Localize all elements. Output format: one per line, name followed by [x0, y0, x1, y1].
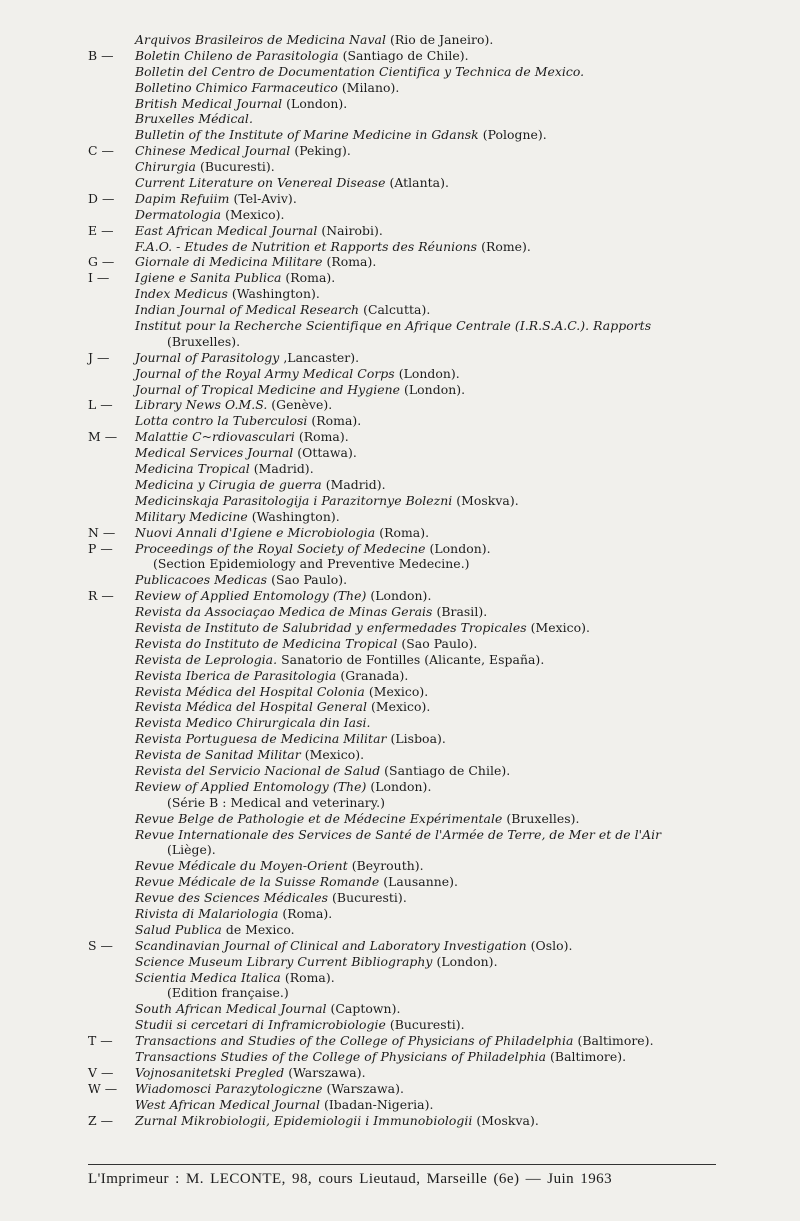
entry-body — [135, 143, 351, 159]
journal-entry — [88, 175, 770, 191]
journal-entry — [88, 842, 770, 858]
journal-entry — [88, 302, 770, 318]
entry-body — [135, 127, 547, 143]
entry-body — [135, 445, 357, 461]
journal-title: Revue Internationale des Services de Santé de l'Armée de Terre, de Mer et de l'Air — [135, 826, 662, 842]
journal-entry — [88, 1033, 770, 1049]
entry-body — [135, 191, 297, 207]
journal-place: (Oslo). — [526, 937, 573, 953]
journal-place: (Madrid). — [321, 476, 386, 492]
journal-place: (Rio de Janeiro). — [385, 32, 494, 47]
journal-title: Revue Médicale du Moyen-Orient — [135, 858, 348, 874]
journal-title: Revue des Sciences Médicales — [135, 890, 329, 906]
journal-entry — [88, 652, 770, 668]
index-letter: Z — — [88, 1112, 114, 1128]
entry-body — [135, 302, 430, 318]
journal-entry — [88, 763, 770, 779]
entry-body — [135, 509, 340, 525]
journal-place: (Roma). — [322, 254, 377, 270]
journal-title: Bulletin of the Institute of Marine Medicine in Gdansk — [135, 127, 479, 143]
journal-title: Igiene e Sanita Publica — [135, 270, 282, 286]
journal-entry — [88, 731, 770, 747]
journal-entry — [88, 1097, 770, 1113]
journal-entry — [88, 96, 770, 112]
entry-body — [135, 223, 383, 239]
journal-entry — [88, 350, 770, 366]
journal-place: (London). — [394, 365, 460, 381]
entry-body — [135, 604, 487, 620]
entry-body — [135, 652, 544, 668]
journal-entry — [88, 254, 770, 270]
journal-place: (Ottawa). — [293, 445, 357, 461]
journal-list — [88, 32, 770, 1128]
entry-body — [135, 938, 573, 954]
journal-entry — [88, 64, 770, 80]
journal-place: (London). — [425, 540, 491, 556]
journal-title: British Medical Journal — [135, 95, 283, 111]
journal-title: Revista da Associaçao Medica de Minas Gerais — [135, 604, 433, 620]
journal-place: (Sao Paulo). — [267, 572, 348, 588]
journal-place: (Genève). — [267, 397, 333, 413]
journal-title: Review of Applied Entomology (The) — [135, 778, 367, 794]
index-letter: R — — [88, 588, 114, 604]
journal-title: Rivista di Malariologia — [135, 905, 279, 921]
index-letter: V — — [88, 1064, 114, 1080]
journal-title: Bruxelles Médical. — [135, 111, 253, 127]
journal-title: Bolletin del Centro de Documentation Cientifica y Technica de Mexico. — [135, 63, 585, 79]
entry-body — [135, 827, 661, 843]
journal-title: South African Medical Journal — [135, 1001, 327, 1017]
journal-title: Revista de Sanitad Militar — [135, 747, 301, 763]
journal-title: Transactions and Studies of the College of Physicians of Philadelphia — [135, 1033, 574, 1049]
entry-subtitle: (Section Epidemiology and Preventive Medecine.) — [153, 556, 470, 572]
entry-body — [135, 350, 359, 366]
journal-title: Revista do Instituto de Medicina Tropical — [135, 635, 398, 651]
entry-body — [135, 541, 491, 557]
entry-body — [135, 890, 407, 906]
entry-body — [135, 493, 519, 509]
entry-body — [135, 96, 347, 112]
entry-body — [135, 1001, 400, 1017]
journal-entry — [88, 779, 770, 795]
journal-entry — [88, 509, 770, 525]
journal-title: Revista Iberica de Parasitologia — [135, 667, 337, 683]
entry-body — [135, 1017, 465, 1033]
journal-place: ,Lancaster). — [279, 349, 360, 365]
entry-body — [135, 397, 332, 413]
index-letter: S — — [88, 937, 113, 953]
journal-entry — [88, 143, 770, 159]
journal-entry — [88, 48, 770, 64]
journal-title: Library News O.M.S. — [135, 397, 268, 413]
journal-entry — [88, 954, 770, 970]
journal-place: (Tel-Aviv). — [229, 190, 297, 206]
journal-place: (Roma). — [281, 270, 336, 286]
journal-title: Medicina y Cirugia de guerra — [135, 476, 322, 492]
journal-entry — [88, 445, 770, 461]
journal-title: Revista de Leprologia. — [135, 651, 278, 667]
journal-place: (Moskva). — [472, 1112, 539, 1128]
journal-place: (Ibadan-Nigeria). — [319, 1096, 434, 1112]
journal-place: (London). — [400, 381, 466, 397]
journal-entry — [88, 270, 770, 286]
journal-entry — [88, 636, 770, 652]
entry-body — [135, 874, 458, 890]
journal-title: Journal of Parasitology — [135, 349, 280, 365]
journal-place: (Roma). — [307, 413, 362, 429]
journal-entry — [88, 1065, 770, 1081]
journal-entry — [88, 461, 770, 477]
entry-body — [135, 32, 493, 48]
journal-entry — [88, 286, 770, 302]
journal-entry — [88, 874, 770, 890]
journal-entry — [88, 604, 770, 620]
journal-entry — [88, 429, 770, 445]
entry-body — [135, 80, 399, 96]
journal-place: (Washington). — [227, 286, 320, 302]
journal-place: (Bucuresti). — [385, 1017, 465, 1033]
journal-title: Military Medicine — [135, 508, 248, 524]
index-letter: W — — [88, 1080, 118, 1096]
journal-title: Revue Belge de Pathologie et de Médecine Expérimentale — [135, 810, 503, 826]
journal-title: Transactions Studies of the College of Physicians of Philadelphia — [135, 1049, 547, 1064]
journal-title: Revista de Instituto de Salubridad y enfermedades Tropicales — [135, 619, 527, 635]
journal-entry — [88, 318, 770, 334]
entry-body — [135, 461, 314, 477]
journal-place: (Rome). — [477, 238, 531, 254]
journal-place: de Mexico. — [221, 921, 295, 937]
journal-place: (Moskva). — [452, 492, 519, 508]
journal-title: Chirurgia — [135, 159, 196, 175]
entry-body — [135, 572, 347, 588]
journal-entry — [88, 525, 770, 541]
index-letter: C — — [88, 143, 114, 159]
journal-title: Institut pour la Recherche Scientifique en Afrique Centrale (I.R.S.A.C.). Rapports — [135, 318, 652, 334]
journal-title: Studii si cercetari di Inframicrobiologie — [135, 1017, 386, 1033]
entry-body — [135, 286, 320, 302]
journal-place: (Roma). — [280, 969, 335, 985]
entry-body — [135, 318, 651, 334]
index-letter: L — — [88, 397, 113, 413]
entry-body — [135, 382, 465, 398]
journal-place: (Beyrouth). — [347, 858, 424, 874]
journal-place: (Calcutta). — [359, 302, 431, 318]
journal-title: Nuovi Annali d'Igiene e Microbiologia — [135, 524, 376, 540]
index-letter: E — — [88, 222, 114, 238]
journal-entry — [88, 80, 770, 96]
entry-continuation: (Edition française.) — [167, 985, 289, 1001]
journal-title: Revista Medico Chirurgicala din Iasi. — [135, 715, 371, 731]
journal-place: (Lisboa). — [386, 731, 446, 747]
journal-title: Lotta contro la Tuberculosi — [135, 413, 308, 429]
entry-continuation: (Série B : Medical and veterinary.) — [167, 794, 386, 810]
journal-place: (Bucuresti). — [195, 159, 275, 175]
journal-entry — [88, 207, 770, 223]
journal-title: Revista Portuguesa de Medicina Militar — [135, 731, 387, 747]
entry-body — [135, 64, 584, 80]
journal-entry — [88, 413, 770, 429]
index-letter: B — — [88, 47, 114, 63]
index-letter: P — — [88, 540, 113, 556]
entry-body — [135, 620, 590, 636]
journal-place: (Mexico). — [300, 747, 365, 763]
journal-place: (Brasil). — [432, 604, 488, 620]
journal-title: Salud Publica — [135, 921, 222, 937]
journal-place: (Peking). — [290, 143, 351, 159]
journal-entry — [88, 985, 770, 1001]
index-letter: T — — [88, 1033, 113, 1049]
journal-entry — [88, 588, 770, 604]
entry-body — [135, 715, 371, 731]
journal-place: (Bruxelles). — [502, 810, 580, 826]
journal-title: Proceedings of the Royal Society of Medecine — [135, 540, 426, 556]
journal-place: (Mexico). — [364, 683, 429, 699]
journal-title: Medicina Tropical — [135, 461, 250, 477]
journal-place: (Warszawa). — [284, 1064, 366, 1080]
journal-entry — [88, 397, 770, 413]
journal-title: Journal of the Royal Army Medical Corps — [135, 365, 395, 381]
journal-entry — [88, 1081, 770, 1097]
entry-body — [135, 48, 469, 64]
journal-place: (Roma). — [278, 905, 333, 921]
journal-entry — [88, 556, 770, 572]
journal-entry — [88, 970, 770, 986]
journal-entry — [88, 541, 770, 557]
journal-place: (Baltimore). — [573, 1033, 654, 1049]
entry-body — [135, 954, 498, 970]
journal-place: (Madrid). — [249, 461, 314, 477]
entry-body — [135, 763, 510, 779]
journal-title: Medicinskaja Parasitologija i Parazitornye Bolezni — [135, 492, 453, 508]
journal-entry — [88, 747, 770, 763]
journal-place: (Granada). — [336, 667, 409, 683]
journal-entry — [88, 223, 770, 239]
journal-entry — [88, 1001, 770, 1017]
journal-title: Index Medicus — [135, 286, 228, 302]
journal-title: Science Museum Library Current Bibliography — [135, 953, 433, 969]
journal-place: (Captown). — [326, 1001, 401, 1017]
journal-title: Scandinavian Journal of Clinical and Laboratory Investigation — [135, 937, 527, 953]
entry-body — [135, 858, 424, 874]
entry-body — [135, 159, 275, 175]
index-letter: N — — [88, 524, 116, 540]
journal-entry — [88, 620, 770, 636]
journal-title: Zurnal Mikrobiologii, Epidemiologii i Immunobiologii — [135, 1112, 473, 1128]
entry-body — [135, 731, 446, 747]
journal-entry — [88, 32, 770, 48]
entry-body — [135, 1049, 626, 1065]
journal-title: Wiadomosci Parazytologiczne — [135, 1080, 323, 1096]
index-letter: J — — [88, 349, 110, 365]
journal-entry — [88, 906, 770, 922]
journal-entry — [88, 684, 770, 700]
journal-title: F.A.O. - Etudes de Nutrition et Rapports des Réunions — [135, 238, 478, 254]
journal-entry — [88, 1049, 770, 1065]
entry-body — [135, 922, 295, 938]
entry-body — [135, 1065, 366, 1081]
journal-entry — [88, 858, 770, 874]
entry-body — [135, 811, 580, 827]
entry-body — [135, 175, 449, 191]
journal-entry — [88, 493, 770, 509]
journal-title: Current Literature on Venereal Disease — [135, 175, 386, 191]
journal-place: (Sao Paulo). — [397, 635, 478, 651]
journal-title: West African Medical Journal — [135, 1096, 320, 1112]
journal-title: Revue Médicale de la Suisse Romande — [135, 874, 380, 890]
journal-title: Publicacoes Medicas — [135, 572, 268, 588]
journal-place: (Santiago de Chile). — [380, 762, 511, 778]
index-letter: G — — [88, 254, 115, 270]
journal-title: East African Medical Journal — [135, 222, 318, 238]
journal-entry — [88, 159, 770, 175]
entry-body — [135, 1033, 654, 1049]
journal-title: Arquivos Brasileiros de Medicina Naval — [135, 32, 386, 47]
index-letter: D — — [88, 190, 115, 206]
journal-place: (Nairobi). — [317, 222, 383, 238]
journal-place: (Santiago de Chile). — [338, 47, 469, 63]
journal-title: Bolletino Chimico Farmaceutico — [135, 79, 338, 95]
journal-title: Dermatologia — [135, 206, 222, 222]
journal-place: (Lausanne). — [379, 874, 459, 890]
journal-title: Dapim Refuiim — [135, 190, 230, 206]
journal-title: Giornale di Medicina Militare — [135, 254, 323, 270]
journal-place: (Mexico). — [221, 206, 285, 222]
journal-place: (Roma). — [375, 524, 430, 540]
footer-divider — [88, 1164, 716, 1165]
printer-footer: L'Imprimeur : M. LECONTE, 98, cours Lieutaud, Marseille (6e) — Juin 1963 — [88, 1171, 613, 1187]
entry-body — [135, 429, 349, 445]
journal-entry — [88, 827, 770, 843]
journal-entry — [88, 890, 770, 906]
journal-place: (Roma). — [294, 429, 349, 445]
journal-entry — [88, 715, 770, 731]
entry-body — [135, 477, 386, 493]
journal-place: (Mexico). — [526, 619, 591, 635]
journal-place: (Warszawa). — [322, 1080, 404, 1096]
journal-entry — [88, 795, 770, 811]
journal-entry — [88, 334, 770, 350]
entry-body — [135, 906, 332, 922]
journal-title: Journal of Tropical Medicine and Hygiene — [135, 381, 401, 397]
entry-body — [135, 636, 477, 652]
journal-entry — [88, 938, 770, 954]
journal-title: Vojnosanitetski Pregled — [135, 1064, 285, 1080]
entry-body — [135, 111, 253, 127]
journal-entry — [88, 477, 770, 493]
entry-body — [135, 684, 428, 700]
journal-entry — [88, 922, 770, 938]
journal-place: (Bucuresti). — [328, 890, 407, 906]
journal-place: Sanatorio de Fontilles (Alicante, España). — [277, 651, 545, 667]
journal-title: Malattie C~rdiovasculari — [135, 429, 295, 445]
entry-continuation: (Bruxelles). — [167, 333, 241, 349]
journal-entry — [88, 366, 770, 382]
entry-body — [135, 588, 431, 604]
entry-body — [135, 239, 531, 255]
journal-title: Revista del Servicio Nacional de Salud — [135, 762, 381, 778]
journal-entry — [88, 668, 770, 684]
entry-body — [135, 413, 361, 429]
entry-body — [135, 1113, 539, 1129]
entry-body — [135, 270, 335, 286]
journal-entry — [88, 382, 770, 398]
entry-body — [135, 699, 430, 715]
entry-body — [135, 668, 408, 684]
entry-body — [135, 1081, 404, 1097]
journal-entry — [88, 1113, 770, 1129]
journal-place: (London). — [366, 588, 432, 604]
journal-entry — [88, 111, 770, 127]
journal-title: Chinese Medical Journal — [135, 143, 291, 159]
entry-body — [135, 970, 335, 986]
journal-place: (Baltimore). — [546, 1049, 627, 1064]
entry-body — [135, 779, 431, 795]
journal-entry — [88, 1017, 770, 1033]
journal-entry — [88, 699, 770, 715]
journal-title: Medical Services Journal — [135, 445, 294, 461]
journal-entry — [88, 572, 770, 588]
journal-title: Review of Applied Entomology (The) — [135, 588, 367, 604]
journal-title: Boletin Chileno de Parasitologia — [135, 47, 339, 63]
entry-body — [135, 254, 376, 270]
journal-place: (Mexico). — [367, 699, 431, 715]
journal-place: (Washington). — [247, 508, 340, 524]
journal-place: (London). — [366, 778, 432, 794]
entry-body — [135, 366, 460, 382]
journal-title: Indian Journal of Medical Research — [135, 302, 360, 318]
entry-body — [135, 1097, 433, 1113]
journal-place: (Atlanta). — [385, 175, 449, 191]
index-letter: M — — [88, 429, 118, 445]
journal-entry — [88, 191, 770, 207]
journal-title: Scientia Medica Italica — [135, 969, 281, 985]
entry-body — [135, 207, 285, 223]
journal-entry — [88, 239, 770, 255]
entry-body — [135, 525, 429, 541]
entry-body — [135, 747, 364, 763]
entry-continuation: (Liège). — [167, 842, 216, 858]
index-letter: I — — [88, 270, 110, 286]
journal-title: Revista Médica del Hospital Colonia — [135, 683, 365, 699]
journal-entry — [88, 811, 770, 827]
journal-place: (London). — [432, 953, 498, 969]
journal-place: (Milano). — [337, 79, 400, 95]
journal-entry — [88, 127, 770, 143]
journal-place: (London). — [282, 95, 348, 111]
journal-place: (Pologne). — [478, 127, 547, 143]
journal-title: Revista Médica del Hospital General — [135, 699, 367, 715]
